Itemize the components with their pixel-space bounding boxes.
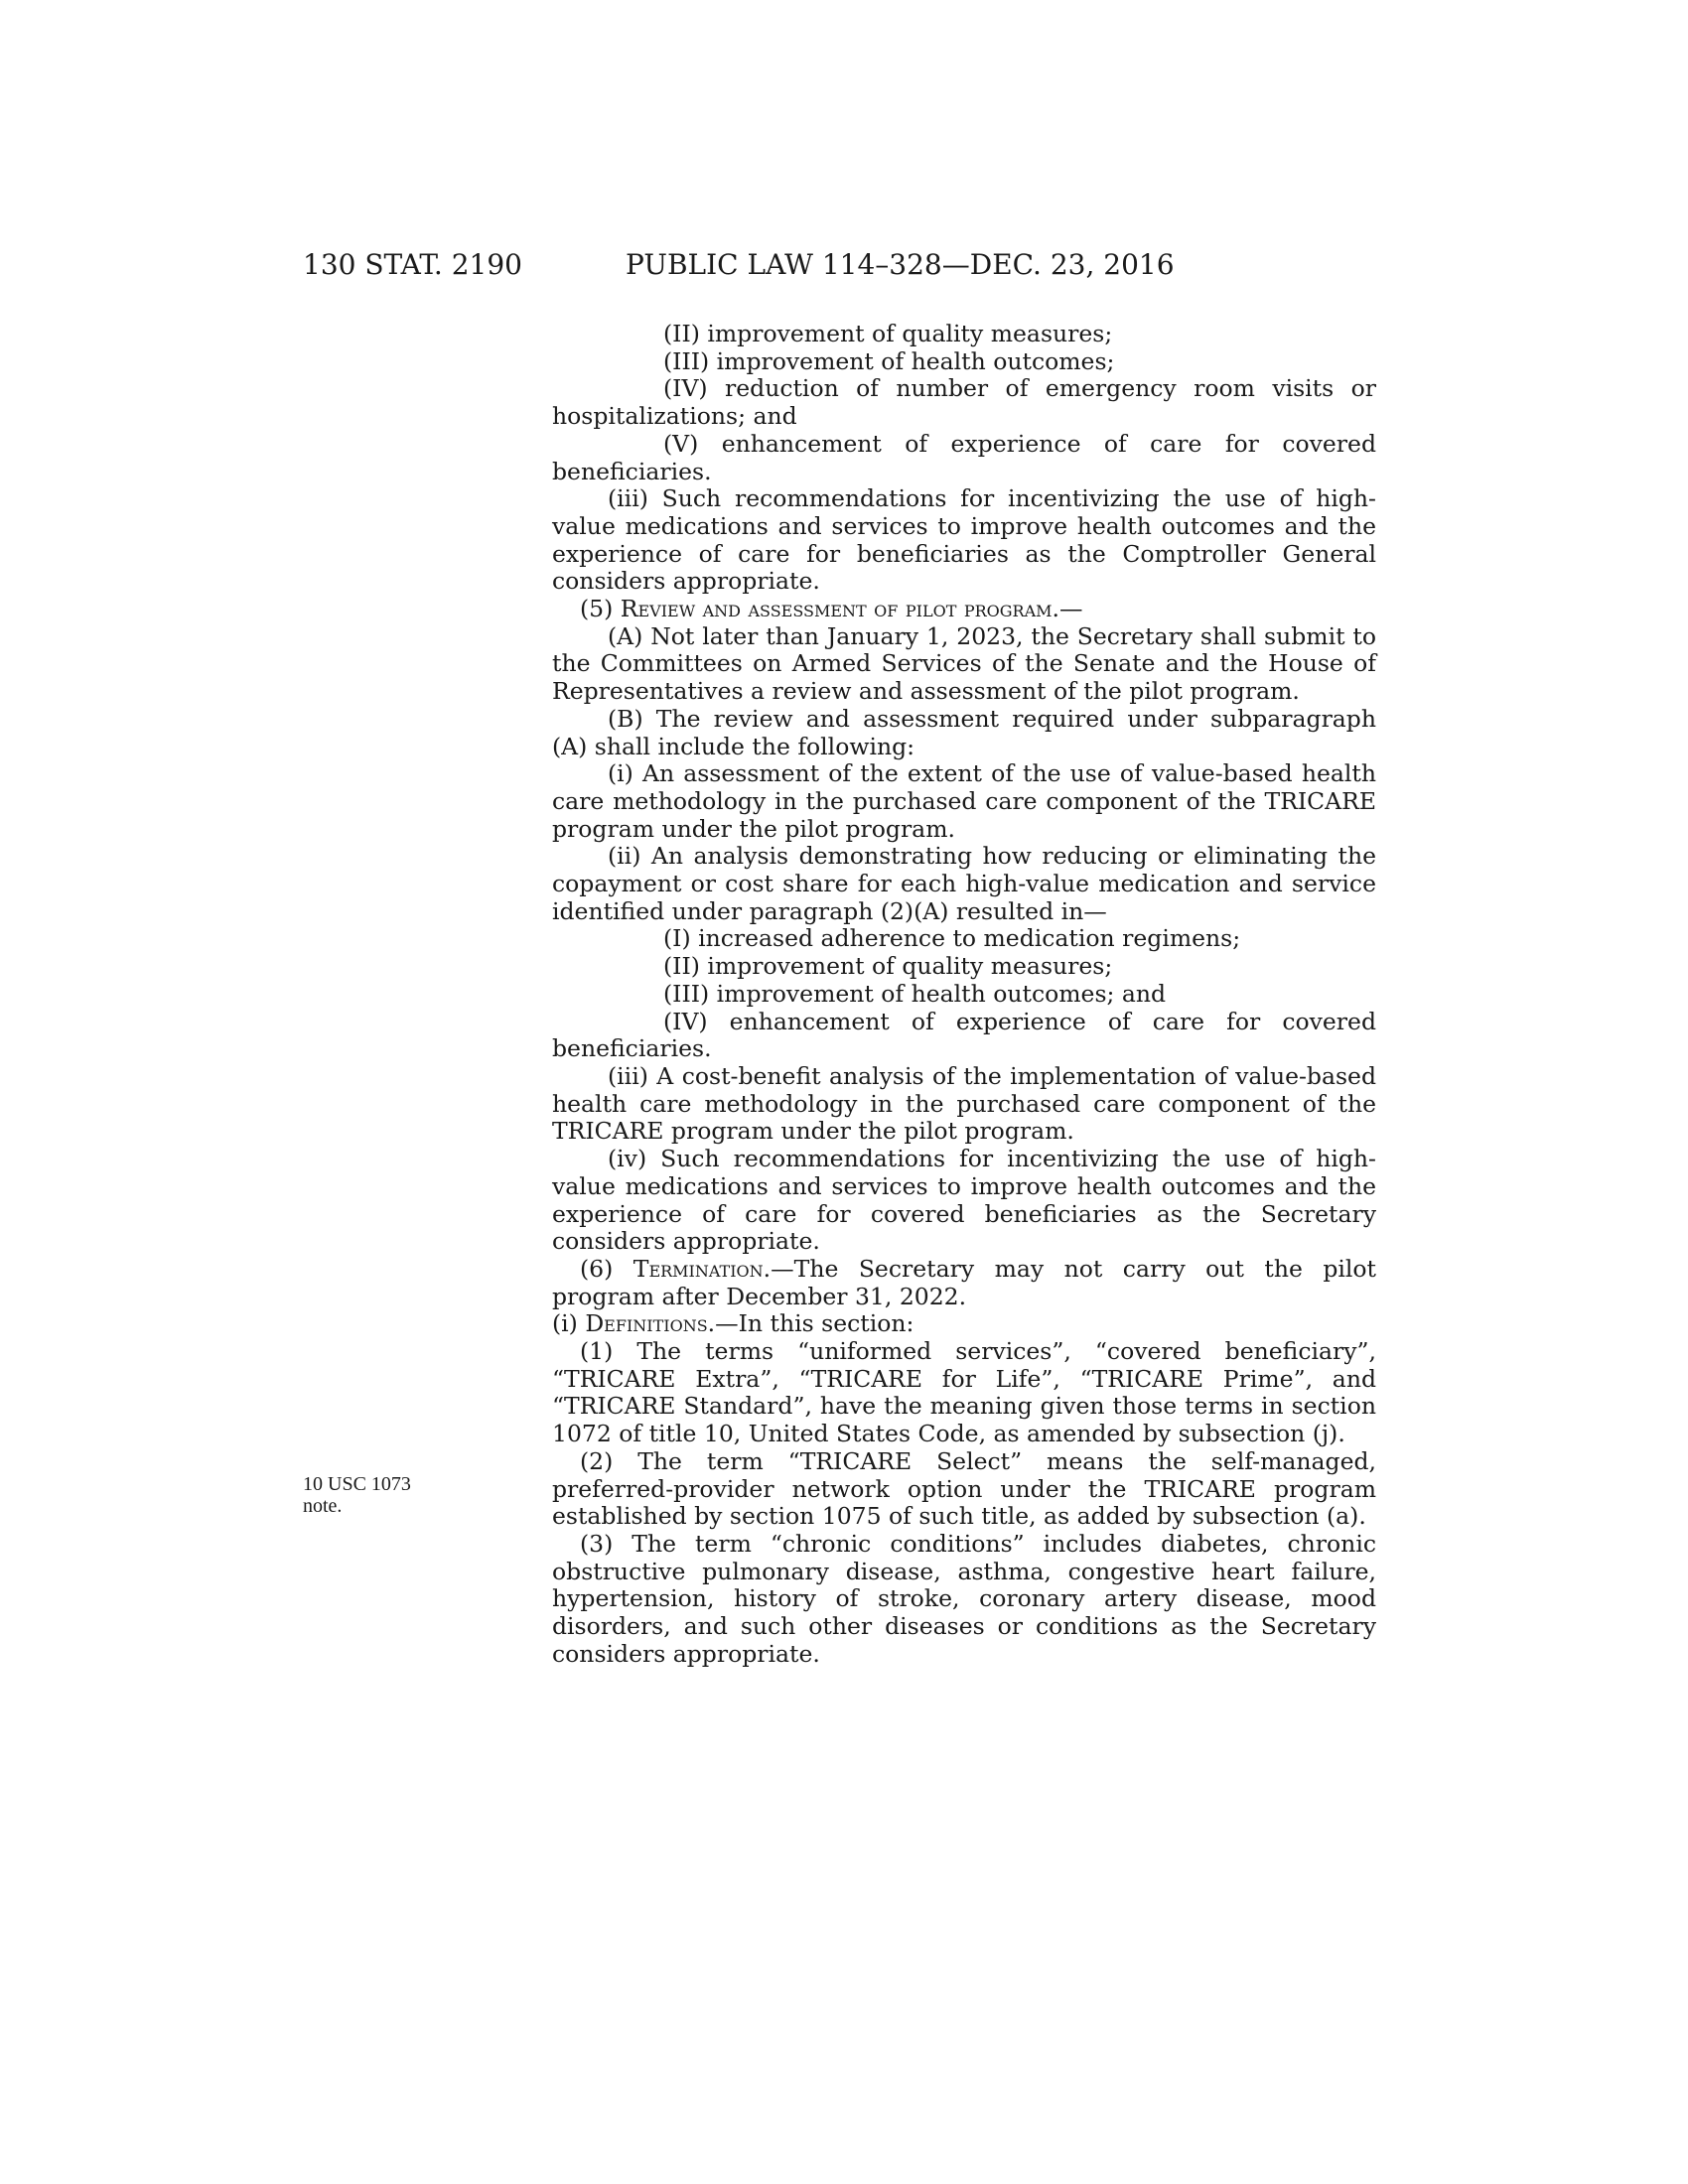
- margin-note-citation: 10 USC 1073: [303, 1473, 411, 1495]
- paragraph-number: (5): [580, 595, 621, 623]
- subclause-i-adherence: (I) increased adherence to medication regimens;: [663, 924, 1241, 953]
- subsection-i-definitions: [552, 1310, 1376, 1338]
- definition-3: (3) The term “chronic conditions” includes diabetes, chronic obstructive pulmonary disease, asthma, congestive heart failure, hypertension, history of stroke, coronary artery disease, mood disorders, and such other diseases or conditions as the Secretary considers appropriate.: [552, 1529, 1376, 1668]
- clause-iv-emergency: (IV) reduction of number of emergency room visits or hospitalizations; and: [552, 374, 1376, 431]
- paragraph-heading: Termination.: [633, 1254, 772, 1283]
- subsection-heading: Definitions.: [585, 1309, 716, 1338]
- statute-body: [552, 321, 1376, 1668]
- paragraph-number: (6): [580, 1254, 633, 1283]
- subparagraph-b: (B) The review and assessment required under subparagraph (A) shall include the following:: [552, 704, 1376, 760]
- subsection-number: (i): [552, 1309, 586, 1338]
- paragraph-heading: Review and assessment of pilot program.: [620, 595, 1060, 623]
- stat-citation: 130 STAT. 2190: [303, 248, 522, 281]
- clause-ii-analysis: (ii) An analysis demonstrating how reducing or eliminating the copayment or cost share for each high-value medication and service identified under paragraph (2)(A) resulted in—: [552, 842, 1376, 925]
- definition-2: (2) The term “TRICARE Select” means the self-managed, preferred-provider network option under the TRICARE program established by section 1075 of such title, as added by subsection (a).: [552, 1446, 1376, 1531]
- subclause-iii-outcomes: (III) improvement of health outcomes; and: [663, 979, 1167, 1008]
- definition-1: (1) The terms “uniformed services”, “covered beneficiary”, “TRICARE Extra”, “TRICARE for Life”, “TRICARE Prime”, and “TRICARE Standard”, have the meaning given those terms in section 1072 of title 10, United States Code, as amended by subsection (j).: [552, 1337, 1376, 1448]
- clause-v-experience: (V) enhancement of experience of care for covered beneficiaries.: [552, 429, 1376, 485]
- margin-note: [303, 1473, 452, 1517]
- subclause-iv-experience: (IV) enhancement of experience of care for covered beneficiaries.: [552, 1007, 1376, 1063]
- paragraph-6-termination: [552, 1256, 1376, 1310]
- subclause-ii-quality: (II) improvement of quality measures;: [663, 952, 1113, 981]
- public-law-title: PUBLIC LAW 114–328—DEC. 23, 2016: [626, 248, 1175, 281]
- clause-iii-recommendations: (iii) Such recommendations for incentivizing the use of high-value medications and services to improve health outcomes and the experience of care for beneficiaries as the Comptroller General considers appropriate.: [552, 484, 1376, 596]
- clause-iii-cost-benefit: (iii) A cost-benefit analysis of the implementation of value-based health care methodology in the purchased care component of the TRICARE program under the pilot program.: [552, 1061, 1376, 1146]
- paragraph-text: —The Secretary may not carry out the pilot program after December 31, 2022.: [552, 1254, 1376, 1310]
- paragraph-text: —: [1059, 595, 1083, 623]
- clause-iv-recommendations: (iv) Such recommendations for incentivizing the use of high-value medications and services to improve health outcomes and the experience of care for covered beneficiaries as the Secretary considers appropriate.: [552, 1145, 1376, 1256]
- clause-i-assessment: (i) An assessment of the extent of the use of value-based health care methodology in the purchased care component of the TRICARE program under the pilot program.: [552, 759, 1376, 843]
- clause-iii-outcomes: (III) improvement of health outcomes;: [663, 346, 1115, 375]
- page-header: [303, 248, 1375, 288]
- subsection-text: —In this section:: [715, 1309, 914, 1338]
- paragraph-5-heading: [552, 596, 1376, 623]
- clause-ii-quality: (II) improvement of quality measures;: [663, 320, 1113, 347]
- margin-note-suffix: note.: [303, 1495, 343, 1517]
- subparagraph-a: (A) Not later than January 1, 2023, the Secretary shall submit to the Committees on Armed Services of the Senate and the House of Representatives a review and assessment of the pilot program.: [552, 621, 1376, 706]
